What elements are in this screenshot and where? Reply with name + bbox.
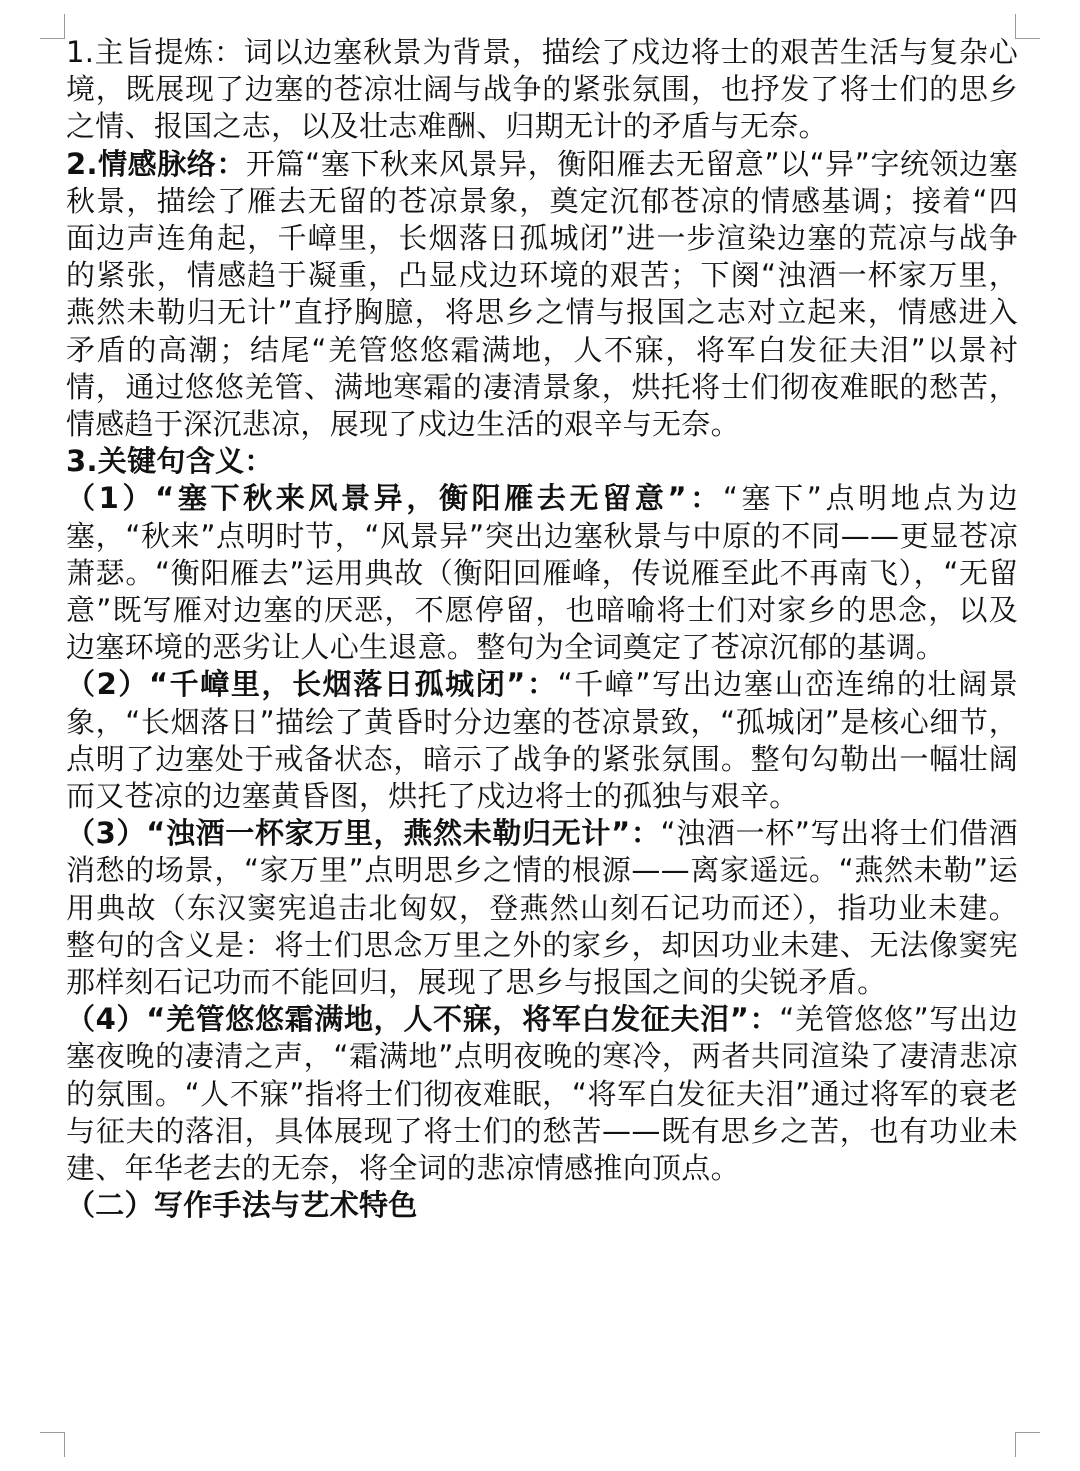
emotion-paragraph <box>66 146 1018 444</box>
key-sentence-text: “塞下”点明地点为边塞，“秋来”点明时节，“风景异”突出边塞秋景与中原的不同——更显苍凉萧瑟。“衡阳雁去”运用典故（衡阳回雁峰，传说雁至此不再南飞），“无留意”既写雁对边塞的厌恶，不愿停留，也暗喻将士们对家乡的思念，以及边塞环境的恶劣让人心生退意。整句为全词奠定了苍凉沉郁的基调。 <box>66 481 1018 665</box>
key-sentence-label: （4）“羌管悠悠霜满地，人不寐，将军白发征夫泪”： <box>66 1002 780 1037</box>
key-sentence-label: （2）“千嶂里，长烟落日孤城闭”： <box>66 667 558 702</box>
theme-text: 词以边塞秋景为背景，描绘了戍边将士的艰苦生活与复杂心境，既展现了边塞的苍凉壮阔与战争的紧张氛围，也抒发了将士们的思乡之情、报国之志，以及壮志难酬、归期无计的矛盾与无奈。 <box>66 35 1018 144</box>
crop-mark-bottom-right <box>1015 1432 1040 1457</box>
key-sentence-text: “羌管悠悠”写出边塞夜晚的凄清之声，“霜满地”点明夜晚的寒冷，两者共同渲染了凄清悲凉的氛围。“人不寐”指将士们彻夜难眠，“将军白发征夫泪”通过将军的衰老与征夫的落泪，具体展现了将士们的愁苦——既有思乡之苦，也有功业未建、年华老去的无奈，将全词的悲凉情感推向顶点。 <box>66 1002 1018 1186</box>
key-sentence-item-3 <box>66 815 1018 1001</box>
key-sentence-item-2 <box>66 666 1018 815</box>
crop-mark-top-right <box>1015 14 1040 39</box>
theme-paragraph <box>66 34 1018 146</box>
emotion-text: 开篇“塞下秋来风景异，衡阳雁去无留意”以“异”字统领边塞秋景，描绘了雁去无留的苍凉景象，奠定沉郁苍凉的情感基调；接着“四面边声连角起，千嶂里，长烟落日孤城闭”进一步渲染边塞的荒凉与战争的紧张，情感趋于凝重，凸显戍边环境的艰苦；下阕“浊酒一杯家万里，燕然未勒归无计”直抒胸臆，将思乡之情与报国之志对立起来，情感进入矛盾的高潮；结尾“羌管悠悠霜满地，人不寐，将军白发征夫泪”以景衬情，通过悠悠羌管、满地寒霜的凄清景象，烘托将士们彻夜难眠的愁苦，情感趋于深沉悲凉，展现了戍边生活的艰辛与无奈。 <box>66 146 1018 442</box>
key-sentences-heading: 3.关键句含义： <box>66 444 274 479</box>
key-sentence-text: “浊酒一杯”写出将士们借酒消愁的场景，“家万里”点明思乡之情的根源——离家遥远。“燕然未勒”运用典故（东汉窦宪追击北匈奴，登燕然山刻石记功而还），指功业未建。整句的含义是：将士们思念万里之外的家乡，却因功业未建、无法像窦宪那样刻石记功而不能回归，展现了思乡与报国之间的尖锐矛盾。 <box>66 816 1018 1000</box>
key-sentence-item-4 <box>66 1001 1018 1187</box>
crop-mark-top-left <box>40 14 65 39</box>
key-sentence-label: （1）“塞下秋来风景异，衡阳雁去无留意”： <box>66 481 723 516</box>
theme-label: 1.主旨提炼： <box>66 35 244 69</box>
key-sentence-text: “千嶂”写出边塞山峦连绵的壮阔景象，“长烟落日”描绘了黄昏时分边塞的苍凉景致，“孤城闭”是核心细节，点明了边塞处于戒备状态，暗示了战争的紧张氛围。整句勾勒出一幅壮阔而又苍凉的边塞黄昏图，烘托了戍边将士的孤独与艰辛。 <box>66 667 1018 814</box>
section-heading: （二）写作手法与艺术特色 <box>66 1188 418 1223</box>
emotion-label: 2.情感脉络： <box>66 146 246 181</box>
key-sentence-label: （3）“浊酒一杯家万里，燕然未勒归无计”： <box>66 816 661 851</box>
crop-mark-bottom-left <box>40 1432 65 1457</box>
document-body <box>66 34 1018 1225</box>
key-sentence-item-1 <box>66 480 1018 666</box>
